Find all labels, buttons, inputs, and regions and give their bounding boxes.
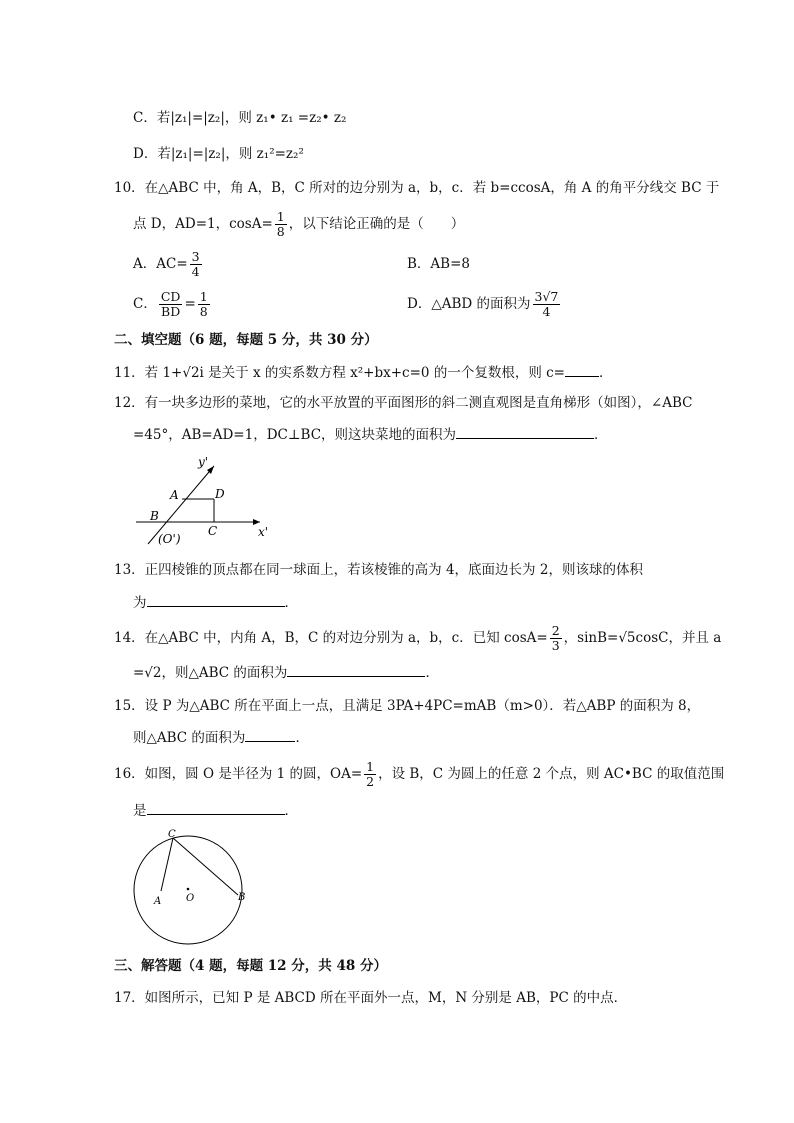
q14-cos-num: 2 <box>551 623 560 638</box>
q12-label-x: x' <box>258 525 269 539</box>
q15-line1: 15．设 P 为△ABC 所在平面上一点，且满足 3PA+4PC=mAB（m>0）．若△ABP 的面积为 8， <box>114 698 701 714</box>
q16-oa-den: 2 <box>366 774 375 789</box>
q12-label-c: C <box>208 524 218 538</box>
q16-oa-fraction <box>364 760 376 789</box>
q16-circle-figure <box>128 828 250 948</box>
q10-option-b: B．AB=8 <box>407 256 470 272</box>
q16-segment-cb <box>173 838 238 895</box>
q15-line2-text: 则△ABC 的面积为 <box>133 730 246 746</box>
q13-line1: 13．正四棱锥的顶点都在同一球面上，若该棱锥的高为 4，底面边长为 2，则该球的体积 <box>114 562 643 578</box>
q16-label-a: A <box>154 896 162 907</box>
q16-label-b: B <box>238 892 246 903</box>
q14-line2: =√2，则△ABC 的面积为 ． <box>133 662 439 683</box>
q11-text: 11．若 1+√2i 是关于 x 的实系数方程 x²+bx+c=0 的一个复数根，则 c= <box>114 365 565 381</box>
q10-option-d-den: 4 <box>542 304 551 319</box>
q15-answer-blank[interactable] <box>245 727 295 742</box>
q12-trapezoid-figure <box>130 452 280 546</box>
q14-line1 <box>114 624 721 652</box>
q14-line1-post: ，sinB=√5cosC，并且 a <box>563 630 722 646</box>
q9-option-c <box>133 108 346 128</box>
q10-cos-den: 8 <box>276 224 285 239</box>
q14-cos-fraction <box>550 624 562 653</box>
q16-line2: 是 ． <box>133 800 298 821</box>
q16-label-o: O <box>186 893 195 904</box>
q12-label-y: y' <box>198 455 209 469</box>
q12-line1: 12．有一块多边形的菜地，它的水平放置的平面图形的斜二测直观图是直角梯形（如图），∠ABC <box>114 395 693 411</box>
q10-line2-post: ，以下结论正确的是（ ） <box>288 216 465 232</box>
q10-option-c-rnum: 1 <box>199 289 208 304</box>
q11: 11．若 1+√2i 是关于 x 的实系数方程 x²+bx+c=0 的一个复数根，则 c= ． <box>114 362 612 383</box>
q13-line2-text: 为 <box>133 595 147 611</box>
q10-option-d-fraction <box>533 290 561 319</box>
q12-answer-blank[interactable] <box>456 424 594 439</box>
q12-line2: =45°，AB=AD=1，DC⊥BC，则这块菜地的面积为 ． <box>133 424 608 445</box>
q10-option-a <box>133 250 204 278</box>
q16-segment-ca <box>161 838 173 891</box>
q14-answer-blank[interactable] <box>287 662 425 677</box>
q16-label-c: C <box>168 829 176 840</box>
q16-line1 <box>114 760 724 788</box>
q12-label-b: B <box>150 509 159 523</box>
q9-option-d-text: D．若|z₁|=|z₂|，则 z₁²=z₂² <box>133 146 304 162</box>
q10-cos-num: 1 <box>276 209 285 224</box>
section-2-heading: 二、填空题（6 题，每题 5 分，共 30 分） <box>114 332 378 348</box>
q10-option-d <box>407 290 562 318</box>
q14-line2-text: =√2，则△ABC 的面积为 <box>133 665 288 681</box>
q10-option-a-den: 4 <box>191 264 200 279</box>
q13-line2: 为 ． <box>133 592 298 613</box>
section-3-heading: 三、解答题（4 题，每题 12 分，共 48 分） <box>114 958 387 974</box>
q16-line2-text: 是 <box>133 803 147 819</box>
q12-label-a: A <box>170 488 179 502</box>
q10-line2-pre: 点 D，AD=1，cosA= <box>133 216 273 232</box>
q10-option-c-pre: C． <box>133 296 157 312</box>
q16-answer-blank[interactable] <box>147 800 285 815</box>
q14-cos-den: 3 <box>551 638 560 653</box>
q12-label-origin: (O') <box>158 532 181 546</box>
q10-option-c-lden: BD <box>161 304 181 319</box>
q16-center-dot <box>187 888 190 891</box>
q12-line2-text: =45°，AB=AD=1，DC⊥BC，则这块菜地的面积为 <box>133 427 457 443</box>
q10-option-d-num: 3√7 <box>534 289 559 304</box>
q12-label-d: D <box>215 487 225 501</box>
q10-option-c-left-fraction <box>159 290 183 319</box>
q10-option-d-pre: D．△ABD 的面积为 <box>407 296 531 312</box>
q10-option-c-lnum: CD <box>160 289 181 304</box>
q10-line1: 10．在△ABC 中，角 A，B，C 所对的边分别为 a，b，c．若 b=ccosA，角 A 的角平分线交 BC 于 <box>114 180 720 196</box>
q9-option-d <box>133 144 304 164</box>
q15-line2: 则△ABC 的面积为 ． <box>133 727 309 748</box>
q10-option-c-right-fraction <box>198 290 210 319</box>
q13-answer-blank[interactable] <box>147 592 285 607</box>
q14-line1-pre: 14．在△ABC 中，内角 A，B，C 的对边分别为 a，b，c．已知 cosA= <box>114 630 548 646</box>
q10-option-c-rden: 8 <box>199 304 208 319</box>
q10-option-a-fraction <box>190 250 202 279</box>
q9-option-c-text: C．若|z₁|=|z₂|，则 z₁• z₁ =z₂• z₂ <box>133 110 347 126</box>
q10-option-a-num: 3 <box>191 249 200 264</box>
q17: 17．如图所示，已知 P 是 ABCD 所在平面外一点，M，N 分别是 AB，PC 的中点． <box>114 990 628 1006</box>
q10-option-c: C． $\frac{CD}{BD}$ = $\frac{1}{8}$ <box>133 289 208 319</box>
q16-oa-num: 1 <box>366 759 375 774</box>
q16-line1-pre: 16．如图，圆 O 是半径为 1 的圆，OA= <box>114 766 363 782</box>
q10-cos-fraction <box>275 210 287 239</box>
q11-answer-blank[interactable] <box>565 362 599 377</box>
q10-line2 <box>133 210 464 238</box>
q16-line1-post: ，设 B，C 为圆上的任意 2 个点，则 AC•BC 的取值范围 <box>378 766 725 782</box>
q10-option-a-pre: A．AC= <box>133 256 188 272</box>
